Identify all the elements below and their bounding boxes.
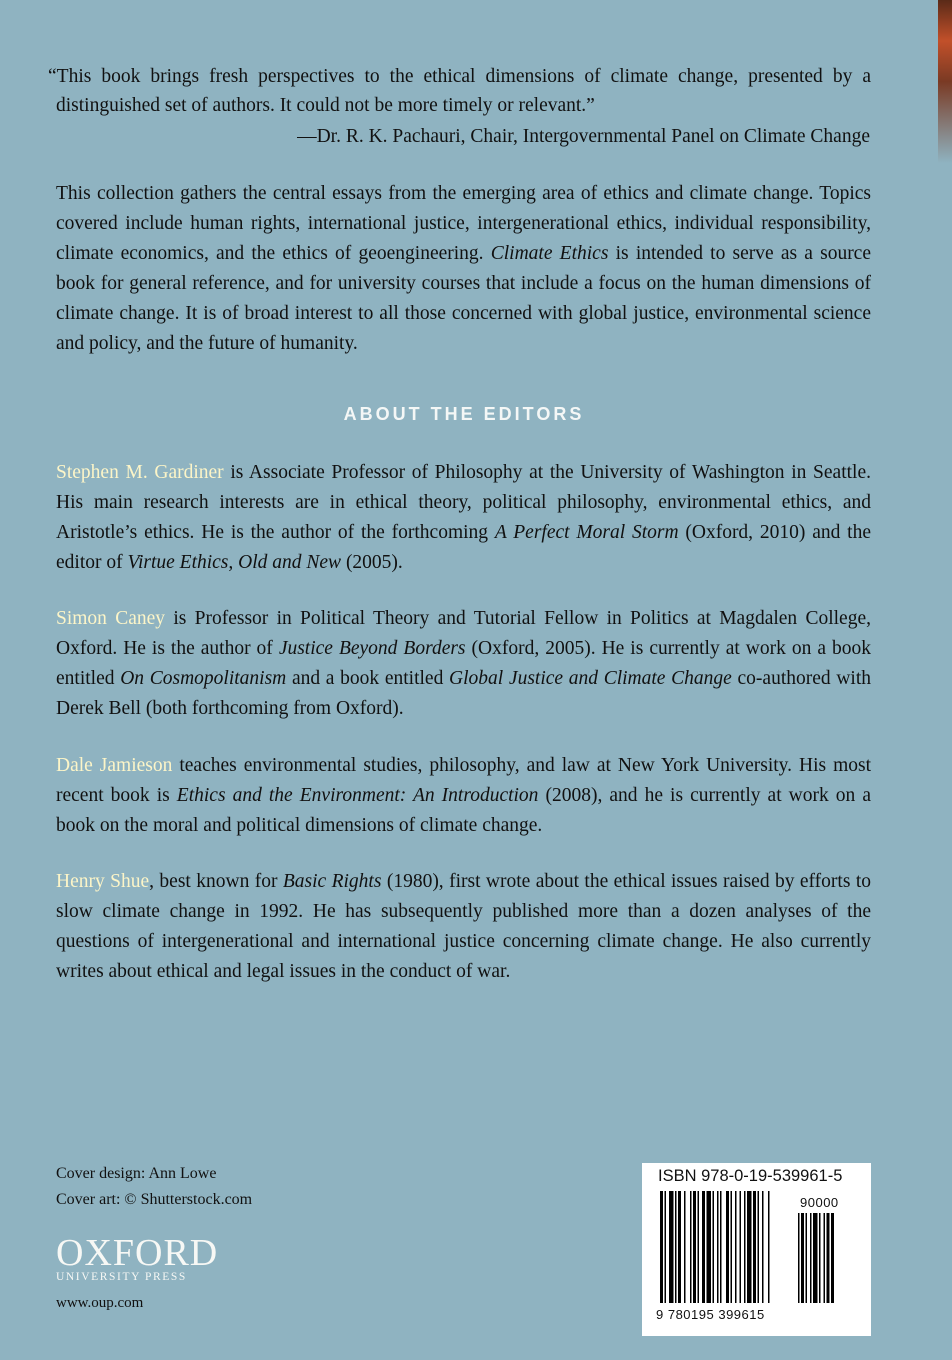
isbn-label: ISBN 978-0-19-539961-5 [658,1167,843,1185]
bio-title: Virtue Ethics, Old and New [127,552,342,573]
barcode-bar [740,1191,742,1303]
editors-heading: ABOUT THE EDITORS [343,404,585,424]
bio-text: (1980), first wrote about the ethical issues raised by efforts to slow climate change in 1992. He has subsequently published more than a dozen analyses of the questions of intergenerational and international justice concerning climate change. He also currently writes about ethical and legal issues in the conduct of war. [56,871,871,982]
barcode-bar [675,1191,677,1303]
editor-bio-gardiner [56,458,871,578]
bio-title: Global Justice and Climate Change [449,668,732,689]
barcode-bar [753,1191,756,1303]
bio-text: (Oxford, 2010) and the editor of [56,522,871,573]
bio-text: , best known for [149,871,283,892]
barcode-addon-bar [824,1213,826,1303]
editor-bio-caney [56,604,871,724]
bio-title: Basic Rights [282,871,382,892]
barcode-addon-bar [798,1213,800,1303]
description-text-2: is intended to serve as a source book for general reference, and for university courses that include a focus on the human dimensions of climate change. It is of broad interest to all those concerned with global justice, environmental science and policy, and the future of humanity. [56,243,871,354]
editor-name: Stephen M. Gardiner [56,462,224,483]
barcode-addon-bar [813,1213,818,1303]
bio-title: Justice Beyond Borders [278,638,466,659]
barcode-addon-bar [827,1213,830,1303]
barcode-bar [698,1191,700,1303]
editor-bio-jamieson [56,751,871,841]
editor-name: Simon Caney [56,608,166,629]
bio-title: On Cosmopolitanism [120,668,287,689]
cover-edge-strip [938,0,952,1360]
ean-digits: 9 780195 399615 [656,1307,765,1322]
cover-art-credit: Cover art: © Shutterstock.com [56,1191,253,1208]
cover-credits [56,1161,252,1213]
description-text-1: This collection gathers the central essays from the emerging area of ethics and climate change. Topics covered include human rights, international justice, intergenerational ethics, individual responsibility, climate economics, and the ethics of geoengineering. [56,183,871,264]
bio-text: and a book entitled [286,668,450,689]
barcode-bar [669,1191,674,1303]
quote-attribution: —Dr. R. K. Pachauri, Chair, Intergovernmental Panel on Climate Change [297,126,870,147]
barcode-bar [768,1191,770,1303]
barcode-bar [702,1191,705,1303]
barcode-bar [693,1191,696,1303]
barcode-bar [758,1191,760,1303]
cover-design-credit: Cover design: Ann Lowe [56,1165,217,1182]
barcode-bar [678,1191,681,1303]
editor-name: Henry Shue [56,871,150,892]
bio-title: A Perfect Moral Storm [494,522,679,543]
bio-text: is Associate Professor of Philosophy at the University of Washington in Seattle. His main research interests are in ethical theory, political philosophy, environmental ethics, and Aristotle’s ethics. He is the author of the forthcoming [56,462,871,543]
price-code: 90000 [800,1195,839,1210]
barcode-bar [747,1191,752,1303]
barcode-addon-bar [831,1213,834,1303]
barcode-addon-bar [806,1213,808,1303]
editor-name: Dale Jamieson [56,755,173,776]
bio-text: teaches environmental studies, philosophy, and law at New York University. His most recent book is [56,755,871,806]
barcode-bar [713,1191,715,1303]
bio-text: is Professor in Political Theory and Tutorial Fellow in Politics at Magdalen College, Oxford. He is the author of [56,608,871,659]
barcode-addon-bar [801,1213,804,1303]
barcode-bar [762,1191,764,1303]
barcode-bar [707,1191,712,1303]
bio-text: co-authored with Derek Bell (both forthcoming from Oxford). [56,668,871,719]
bio-text: (Oxford, 2005). He is currently at work on a book entitled [56,638,871,689]
barcode-bar [684,1191,686,1303]
barcode-addon-bar [819,1213,821,1303]
bio-text: (2008), and he is currently at work on a book on the moral and political dimensions of climate change. [56,785,871,836]
oxford-logo [56,1233,226,1283]
book-description [56,179,871,359]
logo-wordmark: OXFORD [56,1232,219,1274]
barcode-bar [660,1191,663,1303]
barcode-bar [720,1191,722,1303]
barcode-bar [726,1191,729,1303]
description-book-title: Climate Ethics [490,243,609,264]
logo-subtitle: UNIVERSITY PRESS [56,1271,187,1283]
barcode-bar [744,1191,746,1303]
publisher-url: www.oup.com [56,1295,144,1311]
barcode-addon-bar [810,1213,812,1303]
bio-title: Ethics and the Environment: An Introduction [176,785,539,806]
barcode-bar [717,1191,719,1303]
barcode-bar [731,1191,733,1303]
barcode-panel [642,1163,871,1336]
barcode-bar [735,1191,737,1303]
editor-bio-shue [56,867,871,987]
barcode-bar [665,1191,667,1303]
barcode-bar [690,1191,692,1303]
endorsement-quote: “This book brings fresh perspectives to the ethical dimensions of climate change, presented by a distinguished set of authors. It could not be more timely or relevant.” [48,66,871,116]
bio-text: (2005). [341,552,403,573]
